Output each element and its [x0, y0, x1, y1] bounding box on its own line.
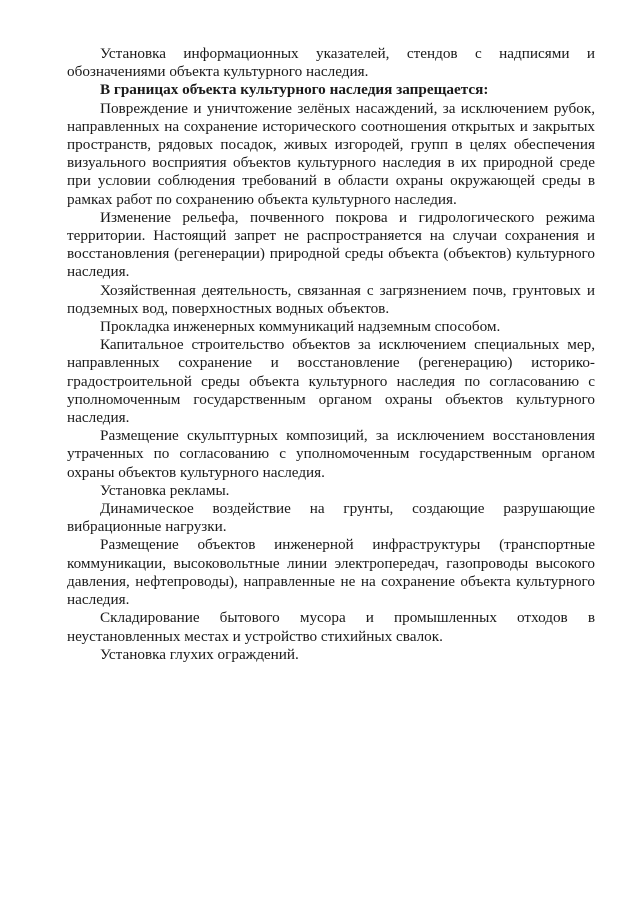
section-heading-prohibitions: В границах объекта культурного наследия запрещается:	[100, 81, 489, 99]
paragraph-green-spaces: Повреждение и уничтожение зелёных насаждений, за исключением рубок, направленных на сохранение исторического соотношения открытых и закрытых пространств, рядовых посадок, живых изгородей, групп в целях обеспечения визуального восприятия объектов культурного наследия в их природной среде при условии соблюдения требований в области охраны окружающей среды в рамках работ по сохранению объекта культурного наследия.	[67, 99, 595, 208]
paragraph-overhead-utilities: Прокладка инженерных коммуникаций надземным способом.	[100, 318, 501, 336]
paragraph-infrastructure: Размещение объектов инженерной инфраструктуры (транспортные коммуникации, высоковольтные линии электропередач, газопроводы высокого давления, нефтепроводы), направленные не на сохранение объекта культурного наследия.	[67, 536, 595, 609]
paragraph-waste-storage: Складирование бытового мусора и промышленных отходов в неустановленных местах и устройство стихийных свалок.	[67, 609, 595, 645]
paragraph-economic-activity: Хозяйственная деятельность, связанная с загрязнением почв, грунтовых и подземных вод, поверхностных водных объектов.	[67, 281, 595, 317]
paragraph-capital-construction: Капитальное строительство объектов за исключением специальных мер, направленных сохранение и восстановление (регенерацию) историко-градостроительной среды объекта культурного наследия по согласованию с уполномоченным государственным органом охраны объектов культурного наследия.	[67, 336, 595, 427]
paragraph-sculptures: Размещение скульптурных композиций, за исключением восстановления утраченных по согласованию с уполномоченным государственным органом охраны объектов культурного наследия.	[67, 427, 595, 481]
paragraph-dynamic-impact: Динамическое воздействие на грунты, создающие разрушающие вибрационные нагрузки.	[67, 500, 595, 536]
paragraph-signage: Установка информационных указателей, стендов с надписями и обозначениями объекта культурного наследия.	[67, 45, 595, 81]
paragraph-relief-change: Изменение рельефа, почвенного покрова и гидрологического режима территории. Настоящий запрет не распространяется на случаи сохранения и восстановления (регенерации) природной среды объекта (объектов) культурного наследия.	[67, 208, 595, 281]
paragraph-solid-fences: Установка глухих ограждений.	[100, 645, 299, 663]
document-page	[67, 45, 595, 664]
paragraph-advertising: Установка рекламы.	[100, 481, 230, 499]
